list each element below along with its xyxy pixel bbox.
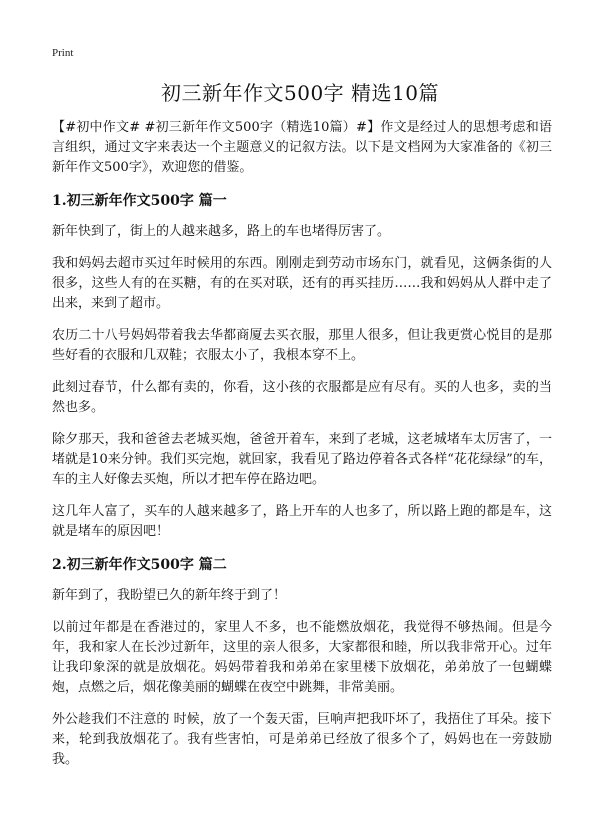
page-title: 初三新年作文500字 精选10篇: [161, 81, 439, 105]
paragraph: 除夕那天，我和爸爸去老城买炮，爸爸开着车，来到了老城，这老城堵车太厉害了，一堵就是10来分钟。我们买完炮，就回家，我看见了路边停着各式各样“花花绿绿”的车，车的主人好像去买炮，所以才把车停在路边吧。: [52, 432, 552, 487]
section-heading: 1.初三新年作文500字 篇一: [52, 193, 227, 209]
intro-paragraph: 【#初中作文# #初三新年作文500字（精选10篇）#】作文是经过人的思想考虑和语言组织，通过文字来表达一个主题意义的记叙方法。以下是文档网为大家准备的《初三新年作文500字》，欢迎您的借鉴。: [52, 120, 552, 175]
paragraph: 这几年人富了，买车的人越来越多了，路上开车的人也多了，所以路上跑的都是车，这就是堵车的原因吧！: [52, 504, 552, 539]
paragraph: 以前过年都是在香港过的，家里人不多，也不能燃放烟花，我觉得不够热闹。但是今年，我和家人在长沙过新年，这里的亲人很多，大家都很和睦，所以我非常开心。过年让我印象深的就是放烟花。妈妈带着我和弟弟在家里楼下放烟花，弟弟放了一包蝴蝶炮，点燃之后，烟花像美丽的蝴蝶在夜空中跳舞，非常美丽。: [52, 620, 552, 695]
paragraph: 我和妈妈去超市买过年时候用的东西。刚刚走到劳动市场东门，就看见，这俩条街的人很多，这些人有的在买糖，有的在买对联，还有的再买挂历……我和妈妈从人群中走了出来，来到了超市。: [52, 256, 552, 311]
paragraph: 外公趁我们不注意的 时候，放了一个轰天雷，巨响声把我吓坏了，我捂住了耳朵。接下来，轮到我放烟花了。我有些害怕，可是弟弟已经放了很多个了，妈妈也在一旁鼓励我。: [52, 712, 552, 767]
print-link[interactable]: Print: [52, 47, 74, 59]
article-body: [52, 118, 552, 782]
paragraph: 农历二十八号妈妈带着我去华都商厦去买衣服，那里人很多，但让我更赏心悦目的是那些好看的衣服和几双鞋；衣服太小了，我根本穿不上。: [52, 328, 552, 363]
paragraph: 新年到了，我盼望已久的新年终于到了！: [52, 588, 287, 603]
paragraph: 此刻过春节，什么都有卖的，你看，这小孩的衣服都是应有尽有。买的人也多，卖的当然也多。: [52, 380, 552, 415]
paragraph: 新年快到了，街上的人越来越多，路上的车也堵得厉害了。: [52, 224, 391, 239]
section-heading: 2.初三新年作文500字 篇二: [52, 557, 227, 573]
section-2: [52, 554, 552, 770]
section-1: [52, 190, 552, 542]
